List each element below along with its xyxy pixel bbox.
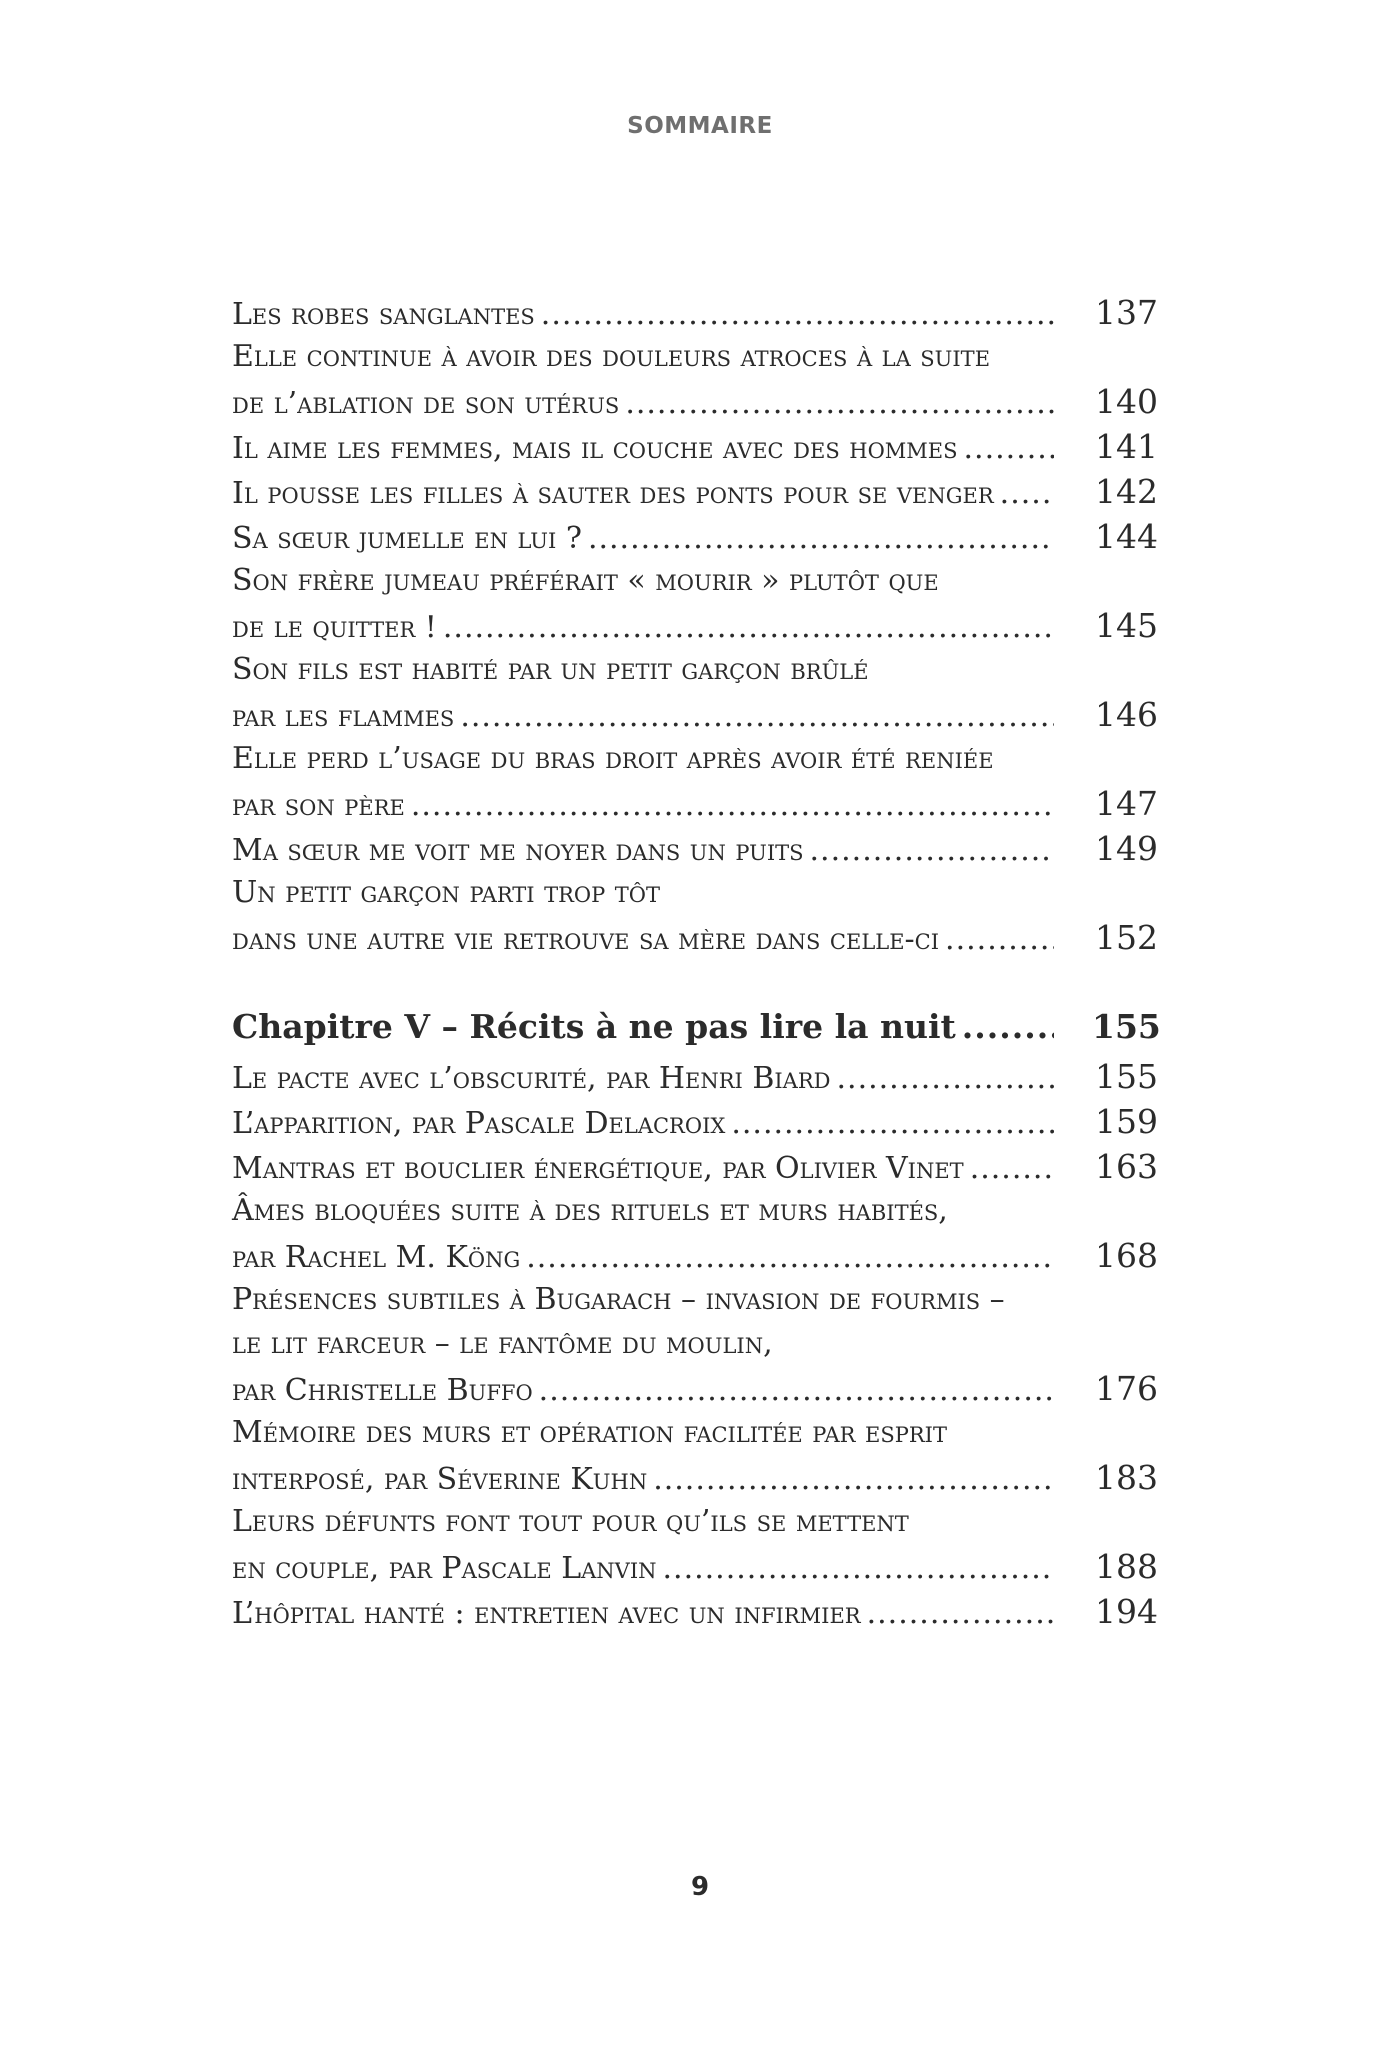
toc-entry (232, 1189, 1158, 1278)
chapter-page-number: 155 (1092, 1007, 1161, 1046)
toc-entry-title-line: interposé, par Séverine Kuhn (232, 1462, 648, 1497)
toc-page-number: 163 (1095, 1147, 1158, 1186)
toc-entry-title-line: Leurs défunts font tout pour qu’ils se mettent (232, 1504, 909, 1539)
toc-entry-title-line: Il aime les femmes, mais il couche avec des hommes (232, 431, 958, 466)
dot-leader (539, 1368, 1054, 1413)
toc-entry (232, 648, 1158, 737)
toc-page-number: 137 (1095, 293, 1158, 332)
dot-leader (663, 1546, 1055, 1591)
toc-entry-title-line: Mémoire des murs et opération facilitée par esprit (232, 1415, 947, 1450)
toc-entry-title-line: par Rachel M. Köng (232, 1240, 521, 1275)
chapter-heading (232, 1000, 1161, 1054)
toc-page-number: 155 (1095, 1057, 1158, 1096)
page-folio: 9 (690, 1872, 710, 1902)
toc-entry-title-line: par Christelle Buffo (232, 1373, 533, 1408)
toc-entry (232, 737, 1158, 826)
toc-entry (232, 1054, 1158, 1099)
toc-page-number: 147 (1095, 784, 1158, 823)
toc-page-number: 188 (1095, 1547, 1158, 1586)
dot-leader (541, 292, 1054, 337)
toc-entry-title-line: par les flammes (232, 699, 455, 734)
toc-page-number: 168 (1095, 1236, 1158, 1275)
toc-entry-title-line: Mantras et bouclier énergétique, par Olivier Vinet (232, 1151, 964, 1186)
toc-entry (232, 335, 1158, 424)
toc-entry-title-line: en couple, par Pascale Lanvin (232, 1551, 657, 1586)
toc-page-number: 142 (1095, 472, 1158, 511)
toc-page-number: 144 (1095, 517, 1158, 556)
toc-entry-title-line: dans une autre vie retrouve sa mère dans celle-ci (232, 922, 940, 957)
toc-entry (232, 514, 1158, 559)
toc-entry (232, 1278, 1158, 1411)
toc-entry-title-line: Ma sœur me voit me noyer dans un puits (232, 833, 804, 868)
toc-entry (232, 290, 1158, 335)
toc-entry (232, 826, 1158, 871)
toc-page-number: 176 (1095, 1369, 1158, 1408)
toc-entry-title-line: L’hôpital hanté : entretien avec un infirmier (232, 1596, 861, 1631)
toc-entry (232, 1589, 1158, 1634)
table-of-contents (232, 290, 1161, 1634)
toc-page-number: 159 (1095, 1102, 1158, 1141)
toc-entry (232, 1144, 1158, 1189)
toc-entry-title-line: Son fils est habité par un petit garçon brûlé (232, 652, 869, 687)
chapter-title: Chapitre V – Récits à ne pas lire la nuit (232, 1007, 956, 1046)
dot-leader (588, 516, 1054, 561)
toc-section-2 (232, 1054, 1158, 1634)
dot-leader (837, 1056, 1055, 1101)
dot-leader (443, 605, 1054, 650)
toc-entry-title-line: Son frère jumeau préférait « mourir » plutôt que (232, 563, 939, 598)
toc-page-number: 145 (1095, 606, 1158, 645)
toc-entry-title-line: Présences subtiles à Bugarach – invasion de fourmis – (232, 1282, 1005, 1317)
toc-section-1 (232, 290, 1158, 960)
toc-entry-title-line: Elle continue à avoir des douleurs atroces à la suite (232, 339, 991, 374)
toc-page-number: 183 (1095, 1458, 1158, 1497)
dot-leader (970, 1146, 1054, 1191)
toc-entry-title-line: Les robes sanglantes (232, 297, 535, 332)
dot-leader (810, 828, 1054, 873)
toc-page-number: 141 (1095, 427, 1158, 466)
dot-leader (653, 1457, 1054, 1502)
toc-entry-title-line: le lit farceur – le fantôme du moulin, (232, 1326, 773, 1361)
dot-leader (460, 694, 1054, 739)
toc-entry-title-line: de l’ablation de son utérus (232, 386, 620, 421)
dot-leader (1000, 471, 1054, 516)
toc-entry-title-line: L’apparition, par Pascale Delacroix (232, 1106, 726, 1141)
toc-entry (232, 1411, 1158, 1500)
dot-leader (411, 783, 1054, 828)
toc-page-number: 194 (1095, 1592, 1158, 1631)
toc-entry-title-line: de le quitter ! (232, 610, 437, 645)
toc-entry (232, 469, 1158, 514)
toc-entry-title-line: Le pacte avec l’obscurité, par Henri Biard (232, 1061, 831, 1096)
toc-entry-title-line: Un petit garçon parti trop tôt (232, 875, 661, 910)
toc-entry (232, 424, 1158, 469)
toc-entry-title-line: Il pousse les filles à sauter des ponts pour se venger (232, 476, 994, 511)
dot-leader (867, 1591, 1054, 1636)
toc-page-number: 149 (1095, 829, 1158, 868)
dot-leader (945, 917, 1054, 962)
toc-entry (232, 871, 1158, 960)
dot-leader (731, 1101, 1054, 1146)
toc-entry-title-line: Âmes bloquées suite à des rituels et murs habités, (232, 1193, 948, 1228)
dot-leader (962, 1000, 1054, 1054)
dot-leader (625, 381, 1054, 426)
toc-entry (232, 559, 1158, 648)
toc-entry-title-line: Sa sœur jumelle en lui ? (232, 521, 582, 556)
dot-leader (526, 1235, 1054, 1280)
running-head: SOMMAIRE (627, 113, 773, 139)
toc-page-number: 140 (1095, 382, 1158, 421)
toc-entry (232, 1099, 1158, 1144)
dot-leader (964, 426, 1054, 471)
toc-page-number: 152 (1095, 918, 1158, 957)
toc-page-number: 146 (1095, 695, 1158, 734)
toc-entry (232, 1500, 1158, 1589)
toc-entry-title-line: Elle perd l’usage du bras droit après avoir été reniée (232, 741, 994, 776)
toc-entry-title-line: par son père (232, 788, 405, 823)
